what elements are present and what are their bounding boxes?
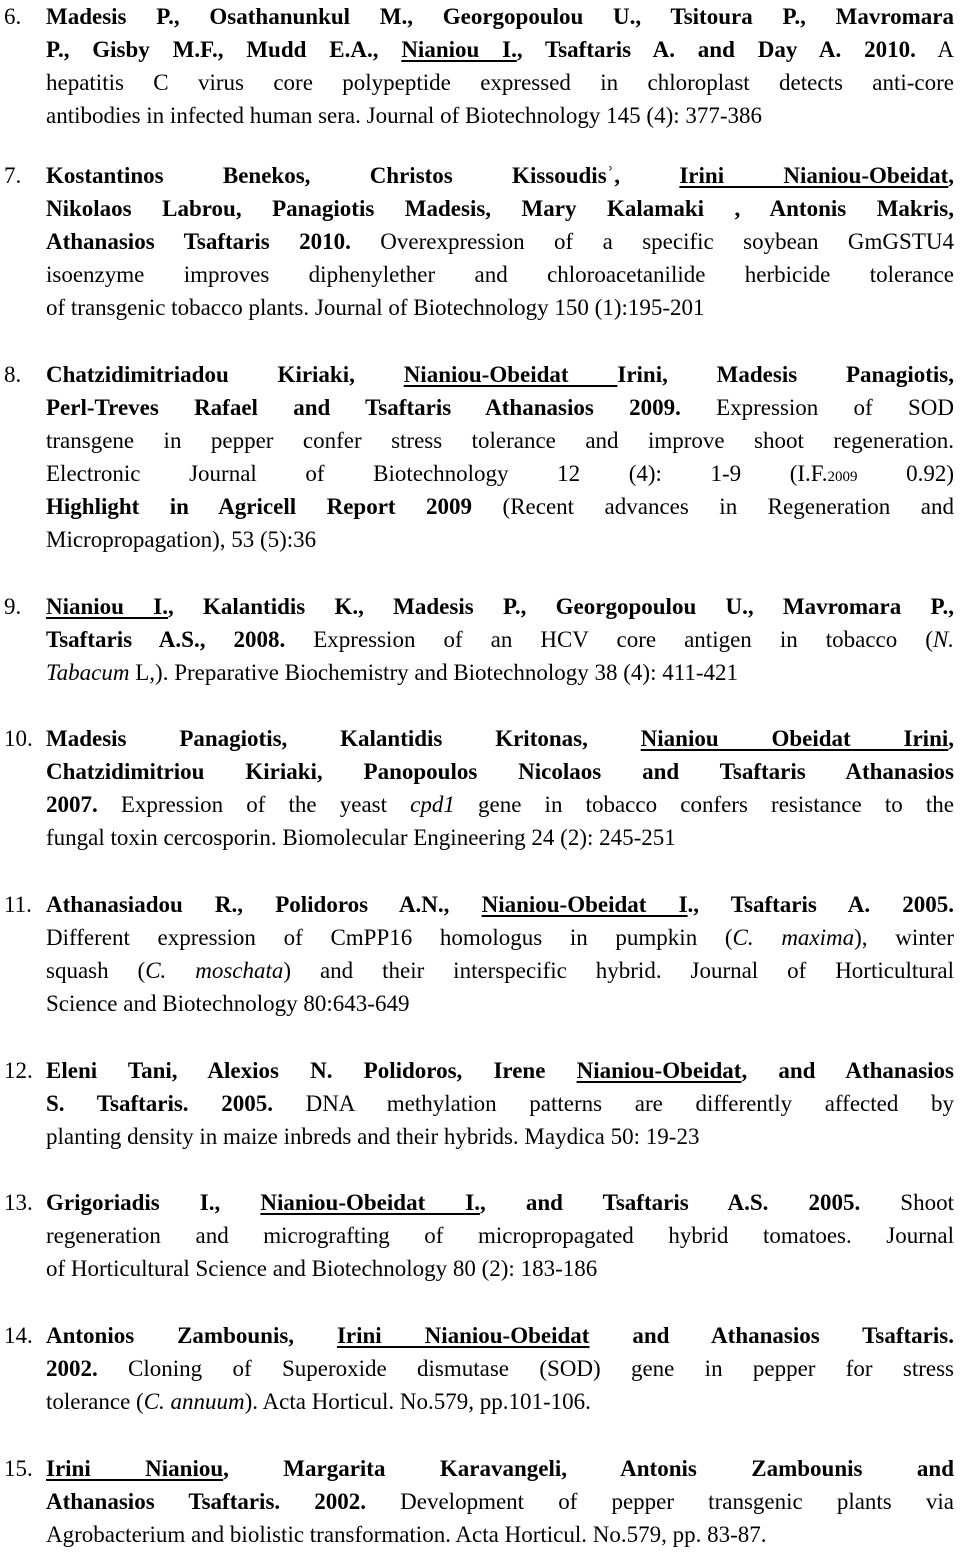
author-segment: , Kalantidis K., Madesis P., Georgopoulou U., Mavromara P.,: [167, 594, 954, 619]
author-segment: ., Tsaftaris A. 2005.: [687, 892, 954, 917]
citation-segment: tolerance (: [46, 1389, 144, 1414]
author-segment: Chatzidimitriadou Kiriaki,: [46, 362, 404, 387]
citation-segment: 0.92): [857, 461, 954, 486]
reference-number: 13.: [4, 1190, 33, 1215]
reference-text: [46, 159, 954, 324]
reference-line: [46, 523, 954, 556]
author-segment: Antonios Zambounis,: [46, 1323, 337, 1348]
reference-line: [46, 0, 954, 33]
author-segment: ,: [948, 726, 955, 751]
author-segment: , Tsaftaris A. and Day A. 2010.: [516, 37, 916, 62]
reference-line: [46, 1518, 954, 1551]
citation-segment: squash (: [46, 958, 146, 983]
reference-line: [46, 623, 954, 656]
author-segment: Kostantinos Benekos, Christos Kissoudisʾ,: [46, 163, 680, 188]
reference-text: [46, 1186, 954, 1285]
author-segment: Highlight in Agricell Report 2009: [46, 494, 473, 519]
reference-number: 7.: [4, 163, 22, 188]
reference-line: [46, 590, 954, 623]
citation-segment: gene in tobacco confers resistance to the: [454, 792, 954, 817]
reference-line: [46, 921, 954, 954]
citation-segment: N.: [932, 627, 954, 652]
author-segment: Irini, Madesis Panagiotis,: [617, 362, 954, 387]
reference-text: [46, 1319, 954, 1418]
citation-segment: of transgenic tobacco plants. Journal of Biotechnology 150 (1):195-201: [46, 295, 705, 320]
highlighted-author: Nianiou-Obeidat I: [481, 892, 688, 917]
citation-segment: regeneration and micrografting of micropropagated hybrid tomatoes. Journal: [46, 1223, 954, 1248]
reference-number: 9.: [4, 594, 22, 619]
citation-segment: antibodies in infected human sera. Journal of Biotechnology 145 (4): 377-386: [46, 103, 763, 128]
citation-segment: ), winter: [854, 925, 954, 950]
reference-number: 11.: [4, 892, 32, 917]
reference-line: [46, 1087, 954, 1120]
reference-line: [46, 1120, 954, 1153]
reference-line: [46, 1186, 954, 1219]
author-segment: Athanasiadou R., Polidoros A.N.,: [46, 892, 482, 917]
highlighted-author: Irini Nianiou-Obeidat: [679, 163, 949, 188]
highlighted-author: Nianiou I.: [401, 37, 517, 62]
author-segment: Grigoriadis I.,: [46, 1190, 261, 1215]
highlighted-author: Nianiou-Obeidat I.: [260, 1190, 481, 1215]
reference-line: [46, 258, 954, 291]
citation-segment: Overexpression of a specific soybean GmGSTU4: [350, 229, 954, 254]
reference-text: [46, 1054, 954, 1153]
author-segment: ,: [948, 163, 954, 188]
highlighted-author: Irini Nianiou: [46, 1456, 224, 1481]
reference-line: [46, 755, 954, 788]
citation-segment: Cloning of Superoxide dismutase (SOD) gene in pepper for stress: [97, 1356, 954, 1381]
highlighted-author: Irini Nianiou-Obeidat: [336, 1323, 590, 1348]
author-segment: Tsaftaris A.S., 2008.: [46, 627, 286, 652]
citation-segment: ). Acta Horticul. No.579, pp.101-106.: [244, 1389, 591, 1414]
author-segment: Perl-Treves Rafael and Tsaftaris Athanasios 2009.: [46, 395, 681, 420]
reference-line: [46, 1385, 954, 1418]
author-segment: Athanasios Tsaftaris. 2002.: [46, 1489, 367, 1514]
author-segment: , and Athanasios: [741, 1058, 954, 1083]
highlighted-author: Nianiou I.: [46, 594, 168, 619]
author-segment: and Athanasios Tsaftaris.: [589, 1323, 954, 1348]
citation-segment: ) and their interspecific hybrid. Journal of Horticultural: [283, 958, 954, 983]
reference-line: [46, 1219, 954, 1252]
highlighted-author: Nianiou Obeidat Irini: [640, 726, 949, 751]
reference-text: [46, 888, 954, 1020]
citation-segment: hepatitis C virus core polypeptide expressed in chloroplast detects anti-core: [46, 70, 954, 95]
reference-number: 12.: [4, 1058, 33, 1083]
citation-segment: Different expression of CmPP16 homologus in pumpkin (: [46, 925, 733, 950]
author-segment: Chatzidimitriou Kiriaki, Panopoulos Nicolaos and Tsaftaris Athanasios: [46, 759, 954, 784]
author-segment: , and Tsaftaris A.S. 2005.: [480, 1190, 861, 1215]
citation-segment: C. moschata: [145, 958, 284, 983]
reference-number: 6.: [4, 4, 22, 29]
citation-segment: Development of pepper transgenic plants via: [366, 1489, 954, 1514]
reference-line: [46, 457, 954, 490]
reference-line: [46, 424, 954, 457]
author-segment: Athanasios Tsaftaris 2010.: [46, 229, 351, 254]
citation-segment: C. annuum: [143, 1389, 245, 1414]
reference-line: [46, 192, 954, 225]
author-segment: Madesis Panagiotis, Kalantidis Kritonas,: [46, 726, 641, 751]
citation-segment: (Recent advances in Regeneration and: [472, 494, 954, 519]
reference-text: [46, 722, 954, 854]
citation-segment: DNA methylation patterns are differently affected by: [272, 1091, 954, 1116]
highlighted-author: Nianiou-Obeidat: [403, 362, 618, 387]
citation-segment: planting density in maize inbreds and their hybrids. Maydica 50: 19-23: [46, 1124, 700, 1149]
reference-line: [46, 490, 954, 523]
reference-line: [46, 987, 954, 1020]
reference-line: [46, 358, 954, 391]
reference-number: 10.: [4, 726, 33, 751]
reference-line: [46, 1252, 954, 1285]
reference-line: [46, 99, 954, 132]
author-segment: , Margarita Karavangeli, Antonis Zambounis and: [223, 1456, 954, 1481]
reference-line: [46, 225, 954, 258]
author-segment: 2007.: [46, 792, 98, 817]
citation-segment: Expression of SOD: [680, 395, 954, 420]
reference-line: [46, 821, 954, 854]
citation-segment: Micropropagation), 53 (5):36: [46, 527, 317, 552]
author-segment: Madesis P., Osathanunkul M., Georgopoulou U., Tsitoura P., Mavromara: [46, 4, 954, 29]
reference-line: [46, 888, 954, 921]
reference-line: [46, 1485, 954, 1518]
reference-number: 14.: [4, 1323, 33, 1348]
citation-segment: L,). Preparative Biochemistry and Biotechnology 38 (4): 411-421: [129, 660, 739, 685]
reference-line: [46, 656, 954, 689]
citation-segment: Shoot: [860, 1190, 954, 1215]
reference-line: [46, 1452, 954, 1485]
citation-segment: 2009: [827, 469, 858, 485]
citation-segment: C. maxima: [732, 925, 855, 950]
reference-line: [46, 788, 954, 821]
reference-line: [46, 33, 954, 66]
author-segment: Eleni Tani, Alexios N. Polidoros, Irene: [46, 1058, 577, 1083]
reference-line: [46, 722, 954, 755]
author-segment: S. Tsaftaris. 2005.: [46, 1091, 273, 1116]
reference-number: 15.: [4, 1456, 33, 1481]
citation-segment: Tabacum: [46, 660, 130, 685]
reference-line: [46, 291, 954, 324]
reference-text: [46, 0, 954, 132]
citation-segment: Science and Biotechnology 80:643-649: [46, 991, 410, 1016]
citation-segment: cpd1: [410, 792, 455, 817]
citation-segment: transgene in pepper confer stress tolerance and improve shoot regeneration.: [46, 428, 954, 453]
highlighted-author: Nianiou-Obeidat: [576, 1058, 742, 1083]
author-segment: P., Gisby M.F., Mudd E.A.,: [46, 37, 402, 62]
reference-line: [46, 159, 954, 192]
reference-line: [46, 1054, 954, 1087]
author-segment: 2002.: [46, 1356, 98, 1381]
reference-line: [46, 66, 954, 99]
reference-text: [46, 358, 954, 556]
citation-segment: Electronic Journal of Biotechnology 12 (4): 1-9 (I.F.: [46, 461, 828, 486]
citation-segment: fungal toxin cercosporin. Biomolecular Engineering 24 (2): 245-251: [46, 825, 676, 850]
citation-segment: of Horticultural Science and Biotechnology 80 (2): 183-186: [46, 1256, 598, 1281]
reference-line: [46, 1319, 954, 1352]
reference-line: [46, 1352, 954, 1385]
citation-segment: Expression of an HCV core antigen in tobacco (: [285, 627, 933, 652]
reference-text: [46, 1452, 954, 1551]
author-segment: Nikolaos Labrou, Panagiotis Madesis, Mary Kalamaki , Antonis Makris,: [46, 196, 954, 221]
reference-line: [46, 391, 954, 424]
reference-number: 8.: [4, 362, 22, 387]
citation-segment: isoenzyme improves diphenylether and chloroacetanilide herbicide tolerance: [46, 262, 954, 287]
reference-line: [46, 954, 954, 987]
reference-text: [46, 590, 954, 689]
citation-segment: Expression of the yeast: [97, 792, 411, 817]
citation-segment: A: [915, 37, 955, 62]
citation-segment: Agrobacterium and biolistic transformation. Acta Horticul. No.579, pp. 83-87.: [46, 1522, 767, 1547]
